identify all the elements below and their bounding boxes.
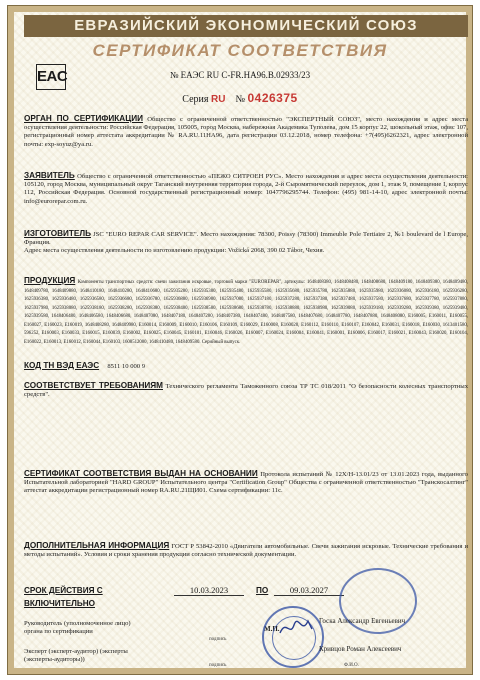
tnved-label: КОД ТН ВЭД ЕАЭС [24,361,100,370]
additional-label: ДОПОЛНИТЕЛЬНАЯ ИНФОРМАЦИЯ [24,541,170,550]
manufacturer-address: Адрес места осуществления деятельности по изготовлению продукции: Vožická 2068, 390 02 Tábor, Чехия. [24,247,325,255]
series-number: 0426375 [247,91,298,105]
organ-label: ОРГАН ПО СЕРТИФИКАЦИИ [24,114,143,123]
expert-role: Эксперт (эксперт-аудитор) (эксперты (эксперты-аудиторы)) [24,648,128,663]
validity-from-date: 10.03.2023 [174,585,244,596]
registration-number: № ЕАЭС RU C-FR.HA96.B.02933/23 [169,70,311,80]
expert-signature-row [24,645,468,672]
organ-text: Общество с ограниченной ответственностью "ЭКСПЕРТНЫЙ СОЮЗ", место нахождения и адрес места осуществления деятельности: Российская Федерация, 105005, город Москва, набережная Академика Туполева, дом 15 корпус 22, шокольный этаж, офис 107, регистрационный номер аттестата аккредитации № RA.RU.11HA96, дата регистрации 03.12.2018, номер телефона: +7(495)6262321, адрес электронной почты: exp-soyuz@ya.ru. [24,116,469,148]
validity-from-label: СРОК ДЕЙСТВИЯ С [24,586,103,595]
tnved-section [24,362,468,371]
product-text: Компоненты транспортных средств: свечи зажигания искровые, торговой марки "EUROREPAR", артикулы: 1648408380, 1648408480, 1648408680, 1648409180, 1648409380, 1648409480, 1648409780, 1648409880, 1648410180, 1648410280, 1648410680, 1625935280, 1625935380, 1625935480, 1625935580, 1625935680, 1625935780, 1625935880, 1625935980, 1625936080, 1625936180, 1625936280, 1625936380, 1625936480, 1625936580, 1625936680, 1625936780, 1625936880, 1625936980, 1625937080, 1625937180, 1625937280, 1625937380, 1625937480, 1625937580, 1625937680, 1625937780, 1625937880, 1625937980, 1625938080, 1625938180, 1625938280, 1625938380, 1625938480, 1625938580, 1625938680, 1625938780, 1625938880, 1625938980, 1625939080, 1625939180, 1625939280, 1625939380, 1625939480, 1625939580, 1648406480, 1648406580, 1648406680, 1648407080, 1648407180, 1648407280, 1648407380, 1648407480, 1648407580, 1648407680, 1648407780, 1648407880, 1648408080, E160005, E160011, E160055, E160027, E160023, E160019, 1648408280, 1648409980, E160014, E160009, E160010, E160106, E160109, E160029, E160008, E160028, E160112, E160110, E160107, E160042, E160031, E160018, E160030, 1613401580, 596252, E160003, E160033, E160015, E160039, E160002, E160025, E160045, E160101, E160046, E160026, E160007, E160024, E160004, E160041, E160001, E160006, E160017, E160021, E160043, E160020, E160104, E160022, E160013, E160012, E160044, E160103, 1608512080, 1648410480, 1648409580. Серийный выпуск. [24,280,468,345]
expert-sign-hint: подпись [209,663,227,668]
head-role: Руководитель (уполномоченное лицо) органа по сертификации [24,620,131,635]
conformity-text: Технического регламента Таможенного союза ТР ТС 018/2011 "О безопасности колесных транспортных средств". [24,383,468,399]
conformity-section [24,382,468,399]
manufacturer-text: JSC "EURO REPAR CAR SERVICE". Место нахождения: 78300, Poissy (78300) Immeuble Pole Tertiaire 2, №1 boulevard de l Europe, Франция. [24,231,468,247]
certificate-title: СЕРТИФИКАТ СООТВЕТСТВИЯ [92,41,388,60]
expert-name: Кривцов Роман Алексеевич [319,645,402,653]
basis-text: Протокола испытаний № 12X/Н-13.01/23 от 13.01.2023 года, выданного Испытательной лабораторией "HARD GROUP" Испытательного центра "Certification Group" Общества с ограниченной ответственностью "Транскосалтинг" аттестат аккредитации регистрационный номер RA.RU.21ЩИ01. Схема сертификации: 11с. [24,471,468,495]
applicant-label: ЗАЯВИТЕЛЬ [24,171,75,180]
basis-section [24,470,468,496]
eac-logo: EAC [36,64,66,90]
number-prefix: № [235,94,245,105]
organ-section [24,115,468,149]
validity-inclusive-label: ВКЛЮЧИТЕЛЬНО [24,599,96,608]
expert-name-hint: Ф.И.О. [344,663,359,668]
product-section [24,277,468,346]
manufacturer-section [24,230,468,256]
product-label: ПРОДУКЦИЯ [24,276,76,285]
head-sign-hint: подпись [209,637,227,642]
validity-to-date: 09.03.2027 [274,585,344,596]
head-signature-row [24,617,468,642]
additional-text: ГОСТ Р 53842-2010 «Двигатели автомобильные. Свечи зажигания искровые. Технические требования и методы испытаний». Условия и сроки хранения продукции согласно технической документации. [24,543,468,559]
certificate-page [8,6,472,674]
basis-label: СЕРТИФИКАТ СООТВЕТСТВИЯ ВЫДАН НА ОСНОВАНИИ [24,469,258,478]
union-banner: ЕВРАЗИЙСКИЙ ЭКОНОМИЧЕСКИЙ СОЮЗ [24,15,468,37]
applicant-section [24,172,468,206]
seal-mark: М.П. [264,625,280,633]
manufacturer-label: ИЗГОТОВИТЕЛЬ [24,229,91,238]
series-line [14,91,466,105]
validity-to-label: ПО [256,586,269,595]
additional-section [24,542,468,559]
head-name: Госка Александр Евгеньевич [319,617,406,625]
signature-scribble [278,617,314,639]
series-value: RU [210,94,226,105]
applicant-text: Общество с ограниченной ответственностью «ПЕЖО СИТРОЕН РУС». Место нахождения и адрес места осуществления деятельности: 105120, город Москва, муниципальный округ Таганский внутренняя территория города, 2-й Сыромятнический переулок, дом 1, этаж 9, помещение I, корпус 112, Российская Федерация. Основной государственный регистрационный номер: 1047796295744. Телефон: (495) 981-14-10, адрес электронной почты: info@eurorepar.com.ru. [24,173,469,205]
series-label: Серия [182,94,209,105]
tnved-value: 8511 10 000 9 [107,363,146,370]
conformity-label: СООТВЕТСТВУЕТ ТРЕБОВАНИЯМ [24,381,163,390]
